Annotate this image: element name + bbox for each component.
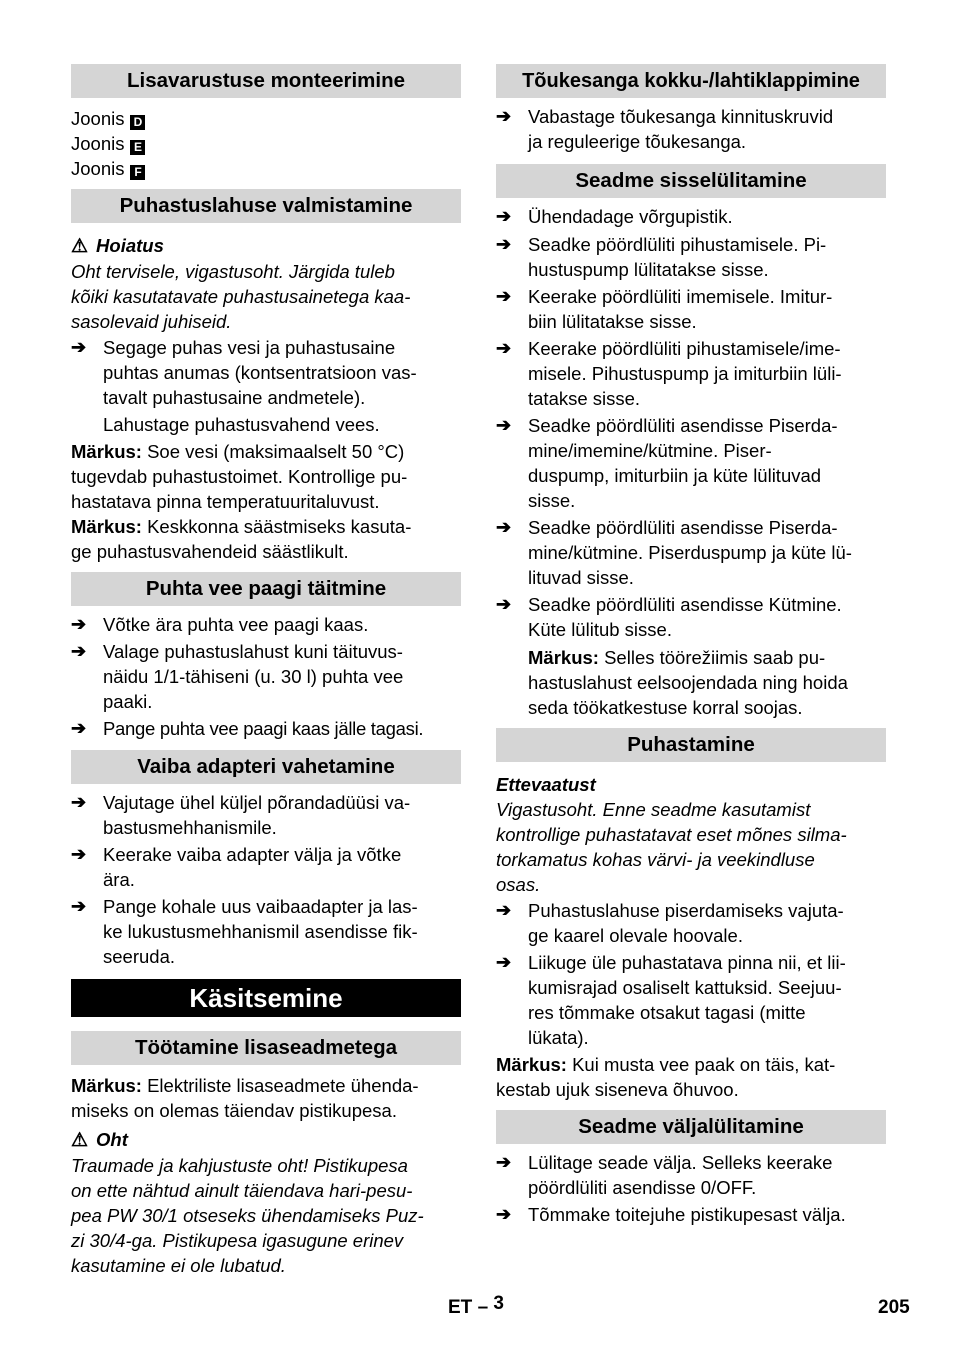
list-item: ➔ Vabastage tõukesanga kinnituskruvid ja reguleerige tõukesanga.: [496, 106, 834, 152]
section-heading: Töötamine lisaseadmetega: [71, 1031, 461, 1065]
figure-ref: Joonis D: [71, 106, 461, 131]
arrow-icon: ➔: [496, 415, 512, 435]
note: Märkus: Selles töörežiimis saab pu- hastuslahust eelsoojendada ning hoida seda töökatkestuse korral soojas.: [528, 647, 848, 718]
section-heading: Puhta vee paagi täitmine: [71, 572, 461, 606]
arrow-icon: ➔: [496, 1152, 512, 1172]
arrow-icon: ➔: [71, 614, 87, 634]
list-item: ➔ Võtke ära puhta vee paagi kaas.: [71, 614, 369, 635]
figure-ref: Joonis E: [71, 131, 461, 156]
list-item: ➔ Segage puhas vesi ja puhastusaine puhtas anumas (kontsentratsioon vas- tavalt puhastusaine andmetele).: [71, 337, 417, 408]
note: Märkus: Soe vesi (maksimaalselt 50 °C) tugevdab puhastustoimet. Kontrollige pu- hastatava pinna temperatuuritaluvust.: [71, 441, 408, 512]
arrow-icon: ➔: [496, 952, 512, 972]
section-heading: Tõukesanga kokku-/lahtiklappimine: [496, 64, 886, 98]
list-item: ➔ Ühendadage võrgupistik.: [496, 206, 733, 227]
list-item: ➔ Seadke pöördlüliti asendisse Piserda- mine/kütmine. Piserduspump ja küte lü- lituvad sisse.: [496, 517, 852, 588]
chapter-heading: Käsitsemine: [71, 979, 461, 1017]
arrow-icon: ➔: [496, 517, 512, 537]
arrow-icon: ➔: [71, 844, 87, 864]
warning-triangle-icon: ⚠: [71, 1130, 89, 1151]
warning-triangle-icon: ⚠: [71, 236, 89, 257]
list-item: ➔ Seadke pöördlüliti pihustamisele. Pi- hustuspump lülitatakse sisse.: [496, 234, 827, 280]
list-item: ➔ Vajutage ühel küljel põrandadüüsi va- bastusmehhanismile.: [71, 792, 411, 838]
arrow-icon: ➔: [71, 792, 87, 812]
list-item: ➔ Seadke pöördlüliti asendisse Piserda- mine/imemine/kütmine. Piser- duspump, imiturbiin ja küte lülituvad sisse.: [496, 415, 838, 511]
arrow-icon: ➔: [71, 337, 87, 357]
arrow-icon: ➔: [496, 338, 512, 358]
list-item: ➔ Lülitage seade välja. Selleks keerake pöördlüliti asendisse 0/OFF.: [496, 1152, 833, 1198]
footer-language: ET – 3: [448, 1293, 504, 1318]
list-item: ➔ Pange puhta vee paagi kaas jälle tagasi.: [71, 718, 424, 739]
section-heading: Lisavarustuse monteerimine: [71, 64, 461, 98]
section-heading: Vaiba adapteri vahetamine: [71, 750, 461, 784]
arrow-icon: ➔: [496, 594, 512, 614]
list-item: ➔ Pange kohale uus vaibaadapter ja las- ke lukustusmehhanismil asendisse fik- seeruda.: [71, 896, 418, 967]
section-heading: Puhastuslahuse valmistamine: [71, 189, 461, 223]
warning-title: ⚠ Hoiatus: [71, 235, 164, 257]
list-item-continuation: Lahustage puhastusvahend vees.: [103, 414, 380, 435]
figure-ref: Joonis F: [71, 156, 461, 181]
arrow-icon: ➔: [71, 718, 86, 738]
arrow-icon: ➔: [496, 206, 512, 226]
list-item: ➔ Keerake pöördlüliti pihustamisele/ime- misele. Pihustuspump ja imiturbiin lüli- tatakse sisse.: [496, 338, 842, 409]
arrow-icon: ➔: [496, 286, 512, 306]
list-item: ➔ Puhastuslahuse piserdamiseks vajuta- ge kaarel olevale hoovale.: [496, 900, 844, 946]
arrow-icon: ➔: [496, 1204, 512, 1224]
list-item: ➔ Liikuge üle puhastatava pinna nii, et lii- kumisrajad osaliselt kattuksid. Seejuu- res tõmmake otsakut tagasi (mitte lükata).: [496, 952, 846, 1048]
warning-text: Oht tervisele, vigastusoht. Järgida tuleb kõiki kasutatavate puhastusainetega kaa- sasolevaid juhiseid.: [71, 261, 411, 332]
arrow-icon: ➔: [71, 641, 87, 661]
section-heading: Seadme väljalülitamine: [496, 1110, 886, 1144]
list-item: ➔ Valage puhastuslahust kuni täituvus- näidu 1/1-tähiseni (u. 30 l) puhta vee paaki.: [71, 641, 404, 712]
section-heading: Puhastamine: [496, 728, 886, 762]
arrow-icon: ➔: [496, 106, 512, 126]
caution-title: Ettevaatust: [496, 774, 596, 795]
right-column: [496, 64, 886, 1227]
list-item: ➔ Seadke pöördlüliti asendisse Kütmine. Küte lülitub sisse.: [496, 594, 842, 640]
note: Märkus: Kui musta vee paak on täis, kat- kestab ujuk siseneva õhuvoo.: [496, 1054, 836, 1100]
section-heading: Seadme sisselülitamine: [496, 164, 886, 198]
list-item: ➔ Keerake pöördlüliti imemisele. Imitur- biin lülitatakse sisse.: [496, 286, 833, 332]
warning-text: Traumade ja kahjustuste oht! Pistikupesa on ette nähtud ainult täiendava hari-pesu- pea PW 30/1 otseseks ühendamiseks Puz- zi 30/4-ga. Pistikupesa igasugune erinev kasutamine ei ole lubatud.: [71, 1155, 424, 1276]
arrow-icon: ➔: [496, 234, 512, 254]
page-number: 205: [878, 1297, 910, 1318]
note: Märkus: Keskkonna säästmiseks kasuta- ge puhastusvahendeid säästlikult.: [71, 516, 412, 562]
list-item: ➔ Tõmmake toitejuhe pistikupesast välja.: [496, 1204, 846, 1225]
caution-text: Vigastusoht. Enne seadme kasutamist kontrollige puhastatavat eset mõnes silma- torkamatus kohas värvi- ja veekindluse osas.: [496, 799, 847, 895]
left-column: [71, 64, 461, 1278]
warning-title: ⚠ Oht: [71, 1129, 128, 1151]
note: Märkus: Elektriliste lisaseadmete ühenda- miseks on olemas täiendav pistikupesa.: [71, 1075, 419, 1121]
list-item: ➔ Keerake vaiba adapter välja ja võtke ära.: [71, 844, 402, 890]
arrow-icon: ➔: [496, 900, 512, 920]
arrow-icon: ➔: [71, 896, 87, 916]
